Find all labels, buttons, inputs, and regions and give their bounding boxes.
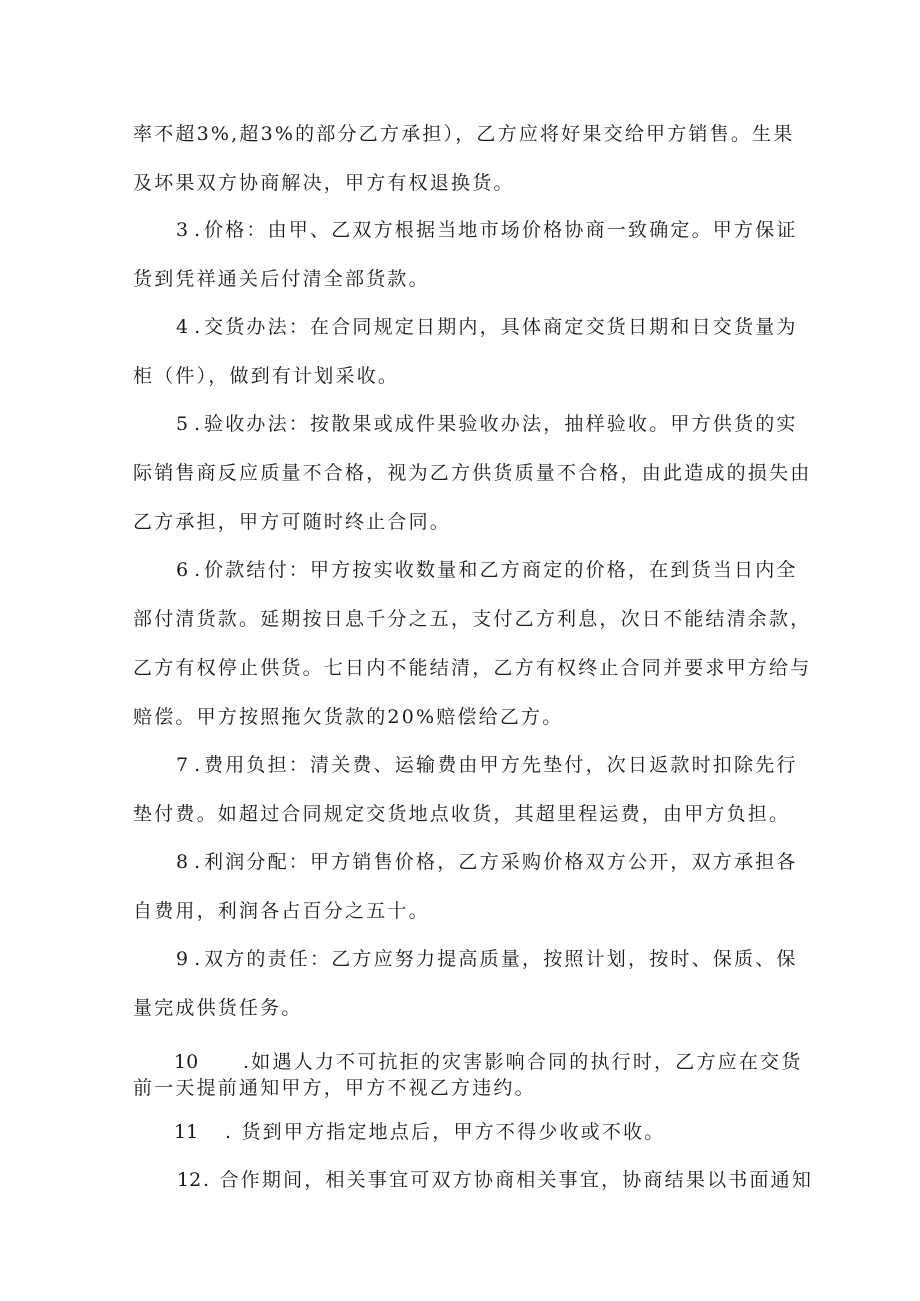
text-line: .如遇人力不可抗拒的灾害影响合同的执行时，乙方应在交货 [243,1051,803,1073]
text-line: 价格：由甲、乙双方根据当地市场价格协商一致确定。甲方保证 [204,219,798,241]
clause-number: 6 . [176,559,201,581]
text-line: 货到凭祥通关后付清全部货款。 [133,268,430,290]
text-line: 价款结付：甲方按实收数量和乙方商定的价格，在到货当日内全 [204,559,798,581]
text-line: 率不超3%,超3%的部分乙方承担），乙方应将好果交给甲方销售。生果 [133,123,795,145]
text-line: 前一天提前通知甲方，甲方不视乙方违约。 [133,1077,536,1099]
text-line: . 合作期间，相关事宜可双方协商相关事宜，协商结果以书面通知 [203,1169,814,1191]
clause-number: 11 [174,1121,199,1143]
text-line: 费用负担：清关费、运输费由甲方先垫付，次日返款时扣除先行 [204,754,798,776]
text-line: 验收办法：按散果或成件果验收办法，抽样验收。甲方供货的实 [204,413,798,435]
text-line: 交货办法：在合同规定日期内，具体商定交货日期和日交货量为 [204,316,798,338]
text-line: 际销售商反应质量不合格，视为乙方供货质量不合格，由此造成的损失由 [133,462,812,484]
text-line: 乙方有权停止供货。七日内不能结清，乙方有权终止合同并要求甲方给与 [133,657,812,679]
text-line: 柜（件），做到有计划采收。 [133,365,400,387]
text-line: 部付清货款。延期按日息千分之五，支付乙方利息，次日不能结清余款， [133,608,812,630]
clause-number: 8 . [176,851,201,873]
clause-number: 3 . [176,219,201,241]
text-line: 量完成供货任务。 [133,997,303,1019]
text-line: 乙方承担，甲方可随时终止合同。 [133,511,452,533]
text-line: 垫付费。如超过合同规定交货地点收货，其超里程运费，由甲方负担。 [133,803,791,825]
clause-number: 7 . [176,754,201,776]
text-line: 赔偿。甲方按照拖欠货款的20%赔偿给乙方。 [133,706,564,728]
clause-number: 4 . [176,316,201,338]
text-line: 自费用，利润各占百分之五十。 [133,900,430,922]
clause-number: 5 . [176,413,201,435]
text-line: 双方的责任：乙方应努力提高质量，按照计划，按时、保质、保 [204,948,798,970]
text-line: 及坏果双方协商解决，甲方有权退换货。 [133,172,515,194]
text-line: 利润分配：甲方销售价格，乙方采购价格双方公开，双方承担各 [204,851,798,873]
clause-number: 10 [174,1051,199,1073]
clause-number: 12 [177,1169,202,1191]
clause-number: 9 . [176,948,201,970]
text-line: . 货到甲方指定地点后，甲方不得少收或不收。 [225,1121,666,1143]
